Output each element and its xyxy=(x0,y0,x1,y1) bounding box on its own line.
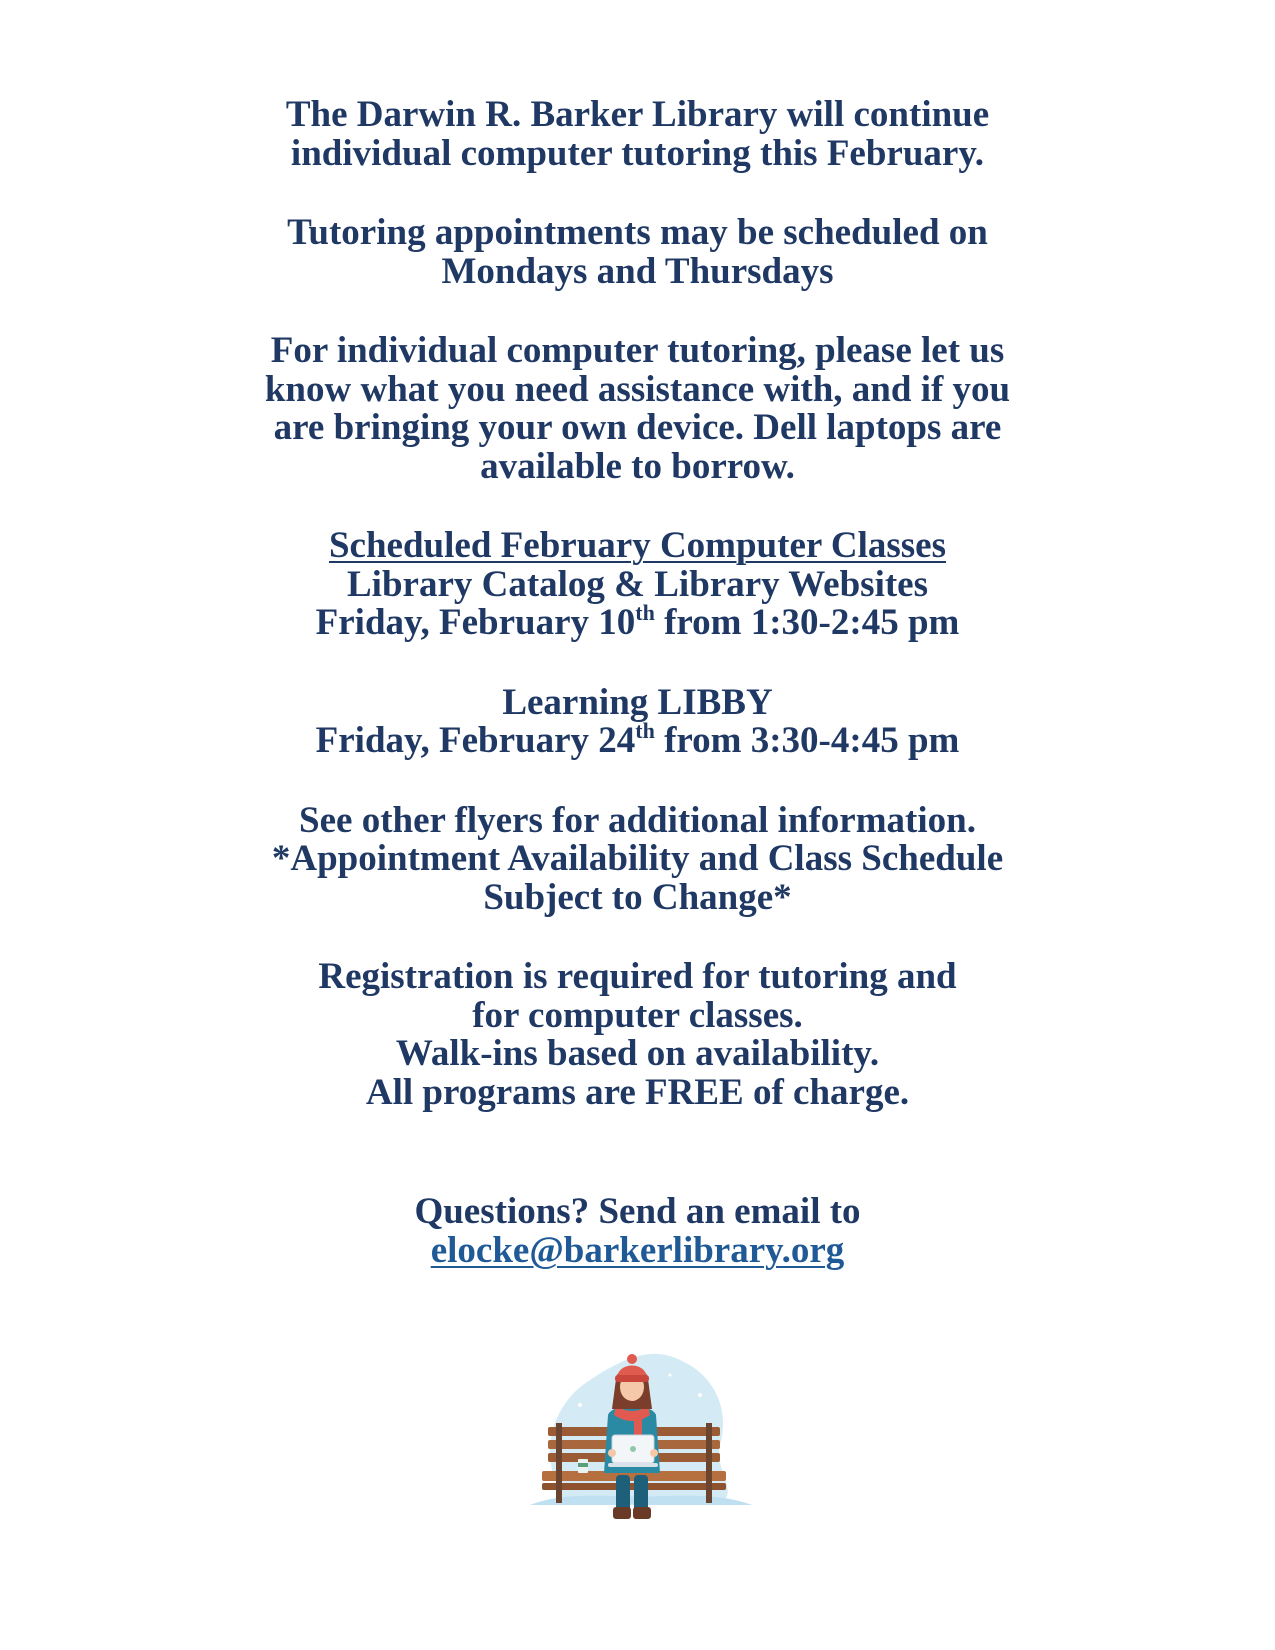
individual-line-1: For individual computer tutoring, please let us xyxy=(270,330,1005,371)
notes-line-3: Subject to Change* xyxy=(483,876,792,918)
contact-prompt: Questions? Send an email to xyxy=(414,1191,861,1232)
class-2-title: Learning LIBBY xyxy=(502,681,773,723)
appointments-line-2: Mondays and Thursdays xyxy=(441,250,834,292)
class-1-time: from 1:30-2:45 pm xyxy=(654,602,960,643)
appointments-line-1: Tutoring appointments may be scheduled on xyxy=(287,212,988,253)
registration-line-4: All programs are FREE of charge. xyxy=(365,1071,910,1113)
class-2-time: from 3:30-4:45 pm xyxy=(654,720,960,761)
person-on-bench-with-laptop-icon xyxy=(520,1335,760,1535)
class-1-datetime xyxy=(0,600,1275,643)
flyer-text xyxy=(0,96,1275,1270)
registration-line-3: Walk-ins based on availability. xyxy=(395,1033,880,1074)
notes-line-1: See other flyers for additional information. xyxy=(299,799,976,841)
classes-heading: Scheduled February Computer Classes xyxy=(328,525,947,566)
registration-line-2: for computer classes. xyxy=(472,994,803,1036)
class-2-date: Friday, February 24 xyxy=(315,720,636,761)
individual-line-3: are bringing your own device. Dell laptops are xyxy=(273,407,1002,448)
contact-email-line xyxy=(0,1229,1275,1271)
class-1-date: Friday, February 10 xyxy=(315,602,636,643)
individual-line-2: know what you need assistance with, and if you xyxy=(264,368,1011,410)
winter-bench-illustration xyxy=(520,1335,760,1535)
intro-line-2: individual computer tutoring this February. xyxy=(290,132,985,174)
class-2-datetime xyxy=(0,718,1275,761)
class-1-title: Library Catalog & Library Websites xyxy=(346,563,928,605)
registration-line-1: Registration is required for tutoring and xyxy=(318,956,957,997)
notes-line-2: *Appointment Availability and Class Schedule xyxy=(271,838,1004,879)
individual-line-4: available to borrow. xyxy=(480,445,795,487)
intro-line-1: The Darwin R. Barker Library will continue xyxy=(285,94,990,135)
class-1-ordinal: th xyxy=(635,600,655,625)
class-2-ordinal: th xyxy=(635,718,655,743)
contact-email-link[interactable]: elocke@barkerlibrary.org xyxy=(430,1229,845,1271)
